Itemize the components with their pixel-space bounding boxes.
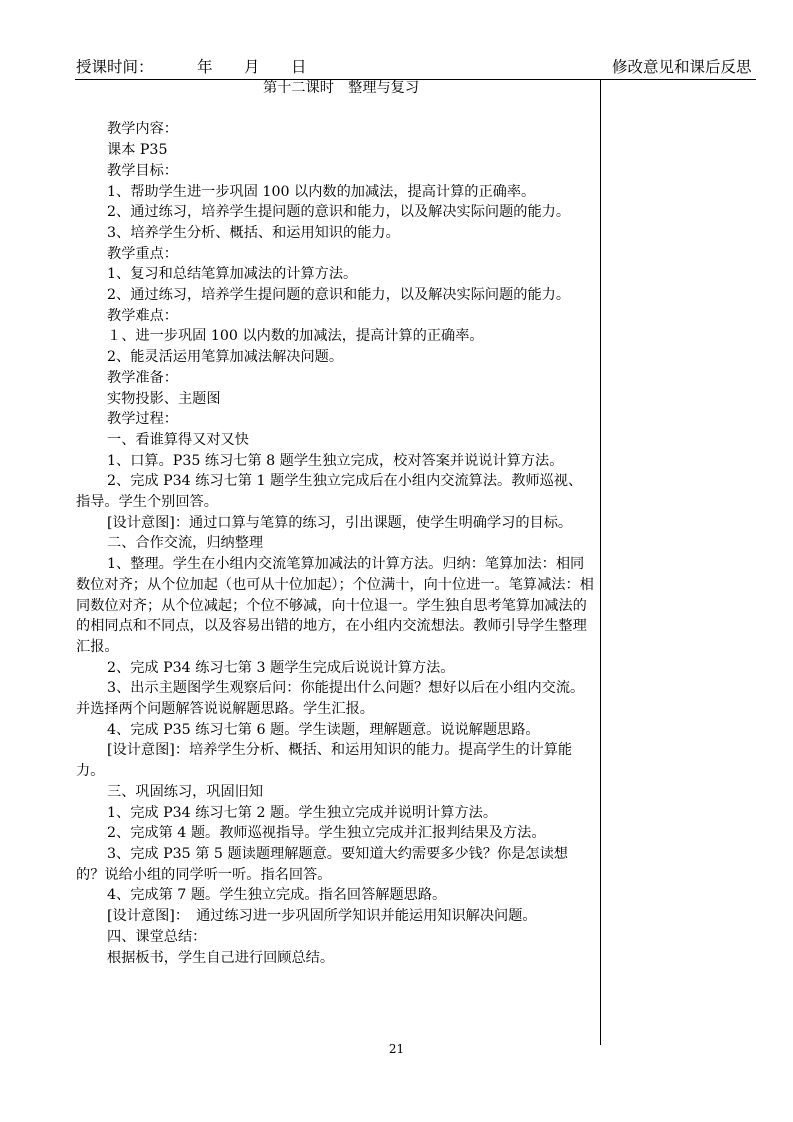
- paragraph: 教学准备：: [107, 369, 178, 386]
- paragraph: 2、通过练习，培养学生提问题的意识和能力，以及解决实际问题的能力。: [107, 287, 571, 304]
- paragraph: 实物投影、主题图: [107, 390, 221, 407]
- paragraph: 四、课堂总结：: [107, 928, 207, 945]
- paragraph: [设计意图]： 通过练习进一步巩固所学知识并能运用知识解决问题。: [107, 908, 537, 925]
- lesson-title: 第十二课时 整理与复习: [262, 80, 420, 96]
- column-divider: [600, 79, 601, 1045]
- paragraph: [设计意图]：通过口算与笔算的练习，引出课题，使学生明确学习的目标。: [107, 514, 573, 531]
- paragraph: 1、完成 P34 练习七第 2 题。学生独立完成并说明计算方法。: [107, 804, 498, 821]
- paragraph: 1、帮助学生进一步巩固 100 以内数的加减法，提高计算的正确率。: [107, 183, 536, 200]
- paragraph: 3、完成 P35 第 5 题读题理解题意。要知道大约需要多少钱？你是怎读想的？说给小组的同学听一听。指名回答。: [76, 846, 568, 883]
- paragraph: [设计意图]：培养学生分析、概括、和运用知识的能力。提高学生的计算能力。: [76, 742, 573, 780]
- revision-notes-label: 修改意见和课后反思: [612, 58, 752, 76]
- page-number: 21: [388, 1042, 405, 1056]
- paragraph: 3、培养学生分析、概括、和运用知识的能力。: [107, 224, 400, 241]
- paragraph: 教学过程：: [107, 411, 178, 428]
- paragraph: 2、完成 P34 练习七第 3 题学生完成后说说计算方法。: [107, 659, 455, 676]
- year-label: 年: [197, 58, 213, 76]
- paragraph: 4、完成 P35 练习七第 6 题。学生读题，理解题意。说说解题思路。: [107, 721, 540, 738]
- paragraph: 课本 P35: [107, 142, 168, 159]
- paragraph: 4、完成第 7 题。学生独立完成。指名回答解题思路。: [107, 887, 447, 904]
- paragraph: 1、整理。学生在小组内交流笔算加减法的计算方法。归纳：笔算加法：相同数位对齐；从个位加起（也可从十位加起）；个位满十，向十位进一。笔算减法：相同数位对齐；从个位减起；个位不够减，向十位退一。学生独自思考笔算加减法的的相同点和不同点，以及容易出错的地方，在小组内交流想法。教师引导学生整理汇报。: [76, 556, 594, 655]
- day-label: 日: [291, 58, 307, 76]
- paragraph: 二、合作交流，归纳整理: [107, 535, 264, 552]
- paragraph: 2、通过练习，培养学生提问题的意识和能力，以及解决实际问题的能力。: [107, 204, 571, 221]
- paragraph: １、进一步巩固 100 以内数的加减法，提高计算的正确率。: [107, 328, 484, 345]
- paragraph: 教学目标：: [107, 162, 178, 179]
- paragraph: 2、能灵活运用笔算加减法解决问题。: [107, 349, 344, 366]
- paragraph: 2、完成第 4 题。教师巡视指导。学生独立完成并汇报判结果及方法。: [107, 825, 546, 842]
- paragraph: 1、复习和总结笔算加减法的计算方法。: [107, 266, 358, 283]
- paragraph: 3、出示主题图学生观察后问：你能提出什么问题？想好以后在小组内交流。并选择两个问题解答说说解题思路。学生汇报。: [76, 680, 585, 718]
- paragraph: 教学难点：: [107, 307, 178, 324]
- lesson-plan-body: [76, 78, 596, 968]
- lesson-time-label: 授课时间：: [76, 58, 154, 76]
- paragraph: 三、巩固练习，巩固旧知: [107, 783, 264, 800]
- paragraph: 教学内容：: [107, 121, 178, 138]
- paragraph: 根据板书，学生自己进行回顾总结。: [107, 949, 335, 966]
- paragraph: 教学重点：: [107, 245, 178, 262]
- month-label: 月: [244, 58, 260, 76]
- paragraph: 1、口算。P35 练习七第 8 题学生独立完成，校对答案并说说计算方法。: [107, 452, 564, 469]
- paragraph: 一、看谁算得又对又快: [107, 431, 249, 448]
- paragraph: 2、完成 P34 练习七第 1 题学生独立完成后在小组内交流算法。教师巡视、指导。学生个别回答。: [76, 473, 583, 511]
